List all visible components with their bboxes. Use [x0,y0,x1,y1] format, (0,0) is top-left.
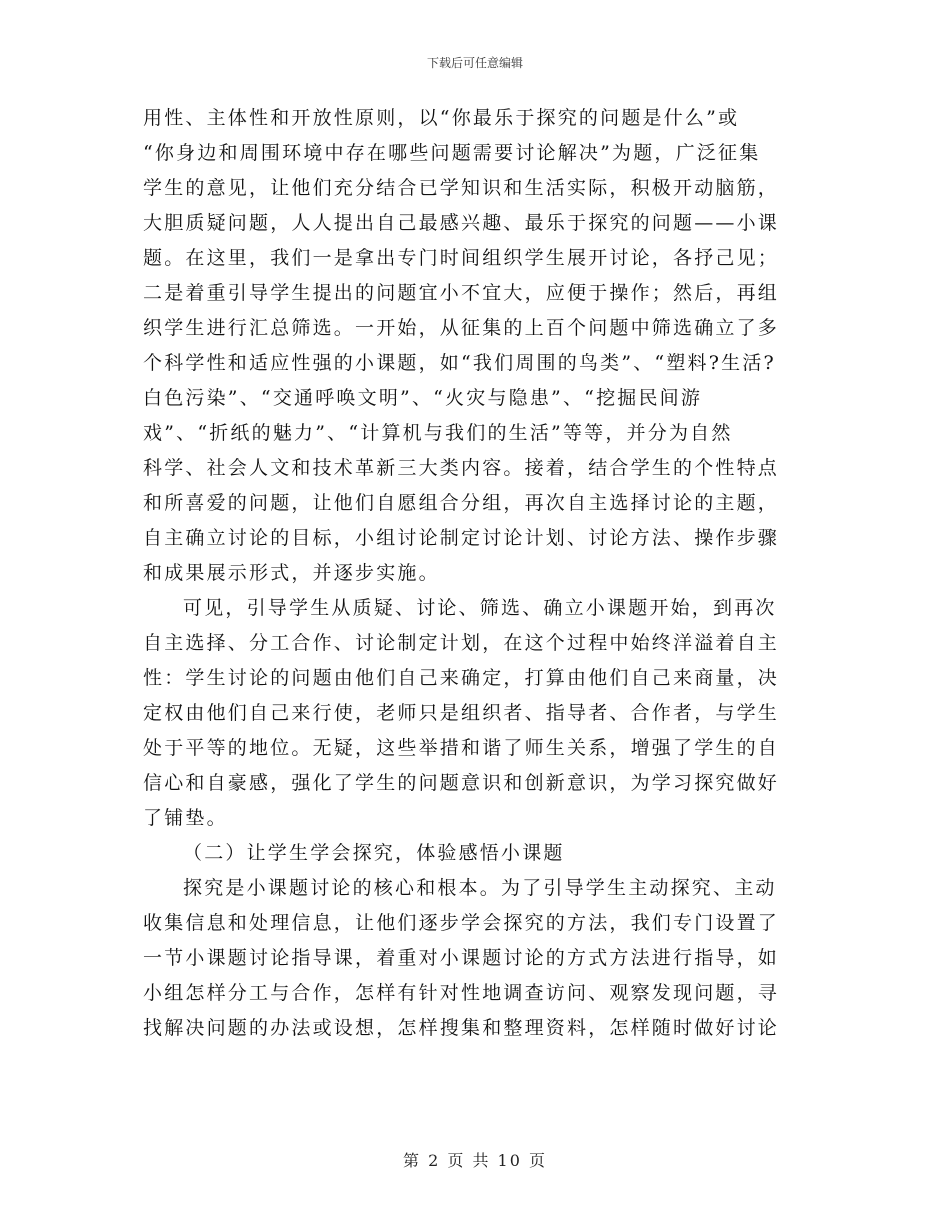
document-body [143,101,843,1046]
text-line: 自主确立讨论的目标，小组讨论制定讨论计划、讨论方法、操作步骤 [143,527,780,549]
text-line: 个科学性和适应性强的小课题，如“我们周围的鸟类”、“塑料?生活? [143,352,776,374]
text-line: 戏”、“折纸的魅力”、“计算机与我们的生活”等等，并分为自然 [143,422,733,444]
text-line: 用性、主体性和开放性原则，以“你最乐于探究的问题是什么”或 [143,107,740,129]
text-line: 性：学生讨论的问题由他们自己来确定，打算由他们自己来商量，决 [143,667,780,689]
paragraph-3 [143,871,843,1046]
text-line: 织学生进行汇总筛选。一开始，从征集的上百个问题中筛选确立了多 [143,317,780,339]
text-line: 学生的意见，让他们充分结合已学知识和生活实际，积极开动脑筋， [143,177,780,199]
page-header: 下载后可任意编辑 [426,56,523,70]
text-line: 和所喜爱的问题，让他们自愿组合分组，再次自主选择讨论的主题， [143,492,780,514]
paragraph-2 [143,591,843,836]
text-line: 可见，引导学生从质疑、讨论、筛选、确立小课题开始，到再次 [183,597,777,619]
text-line: 处于平等的地位。无疑，这些举措和谐了师生关系，增强了学生的自 [143,737,780,759]
text-line: 小组怎样分工与合作，怎样有针对性地调查访问、观察发现问题，寻 [143,982,780,1004]
text-line: 二是着重引导学生提出的问题宜小不宜大，应便于操作；然后，再组 [143,282,780,304]
text-line: 找解决问题的办法或设想，怎样搜集和整理资料，怎样随时做好讨论 [143,1017,780,1039]
paragraph-1 [143,101,843,591]
text-line: 定权由他们自己来行使，老师只是组织者、指导者、合作者，与学生 [143,702,780,724]
text-line: 探究是小课题讨论的核心和根本。为了引导学生主动探究、主动 [183,877,777,899]
text-line: 大胆质疑问题，人人提出自己最感兴趣、最乐于探究的问题——小课 [143,212,780,234]
text-line: 了铺垫。 [143,807,228,829]
text-line: 一节小课题讨论指导课，着重对小课题讨论的方式方法进行指导，如 [143,947,780,969]
text-line: 题。在这里，我们一是拿出专门时间组织学生展开讨论，各抒己见； [143,247,780,269]
page-footer: 第 2 页 共 10 页 [403,1151,547,1170]
text-line: 和成果展示形式，并逐步实施。 [143,562,440,584]
text-line: “你身边和周围环境中存在哪些问题需要讨论解决”为题，广泛征集 [143,142,761,164]
text-line: 白色污染”、“交通呼唤文明”、“火灾与隐患”、“挖掘民间游 [143,387,703,409]
text-line: 自主选择、分工合作、讨论制定计划，在这个过程中始终洋溢着自主 [143,632,780,654]
text-line: 科学、社会人文和技术革新三大类内容。接着，结合学生的个性特点 [143,457,780,479]
text-line: 收集信息和处理信息，让他们逐步学会探究的方法，我们专门设置了 [143,912,780,934]
text-line: 信心和自豪感，强化了学生的问题意识和创新意识，为学习探究做好 [143,772,780,794]
section-subheading: （二）让学生学会探究，体验感悟小课题 [183,842,565,864]
